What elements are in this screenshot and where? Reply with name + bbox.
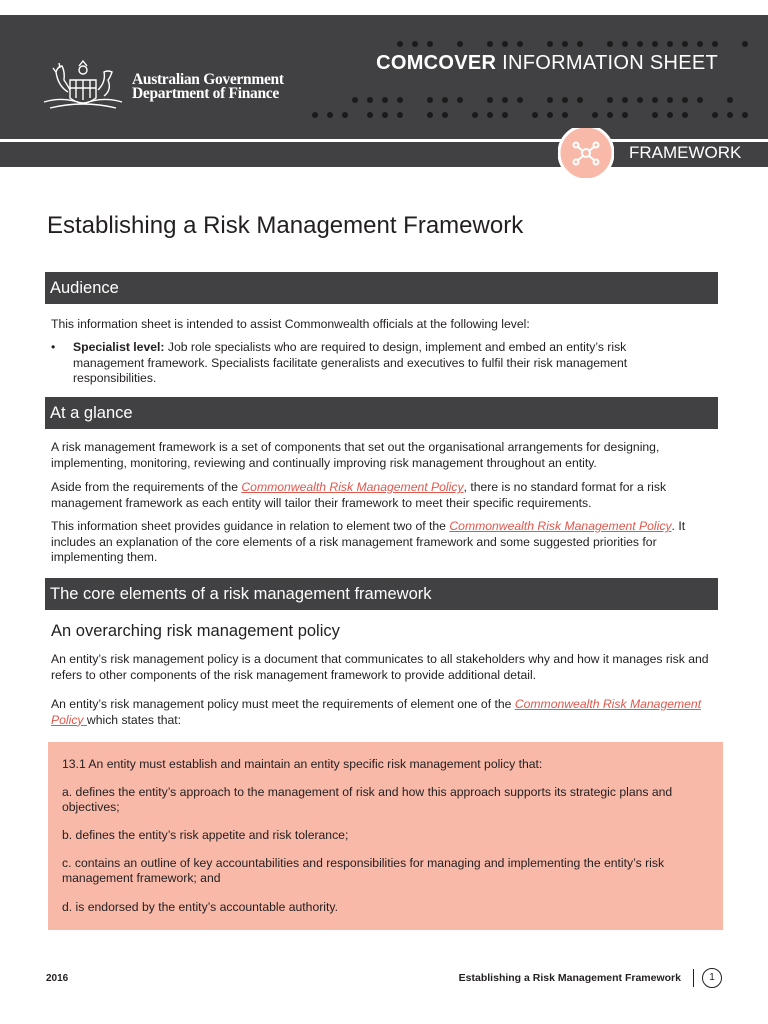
section-heading-at-a-glance: At a glance bbox=[45, 397, 718, 429]
glance-p2-text-after: , there is no standard format for a risk management framework as each entity will tailor their framework to meet their specific requirements. bbox=[51, 480, 667, 510]
network-nodes-icon bbox=[558, 128, 614, 178]
section-heading-audience: Audience bbox=[45, 272, 718, 304]
glance-p2-text: Aside from the requirements of the bbox=[51, 480, 242, 494]
policy-link[interactable]: Commonwealth Risk Management Policy bbox=[51, 697, 702, 727]
policy-link[interactable]: Commonwealth Risk Management Policy bbox=[241, 480, 464, 494]
glance-paragraph-1: A risk management framework is a set of components that set out the organisational arrangements for designing, implementing, monitoring, reviewing and continually improving risk management throughout an entity. bbox=[51, 440, 660, 470]
policy-link[interactable]: Commonwealth Risk Management Policy bbox=[449, 519, 672, 533]
footer-divider bbox=[693, 969, 694, 987]
audience-bullet bbox=[73, 340, 683, 387]
quote-intro: 13.1 An entity must establish and maintain an entity specific risk management policy that: bbox=[62, 757, 543, 771]
core-p2-text: An entity’s risk management policy must meet the requirements of element one of the bbox=[51, 697, 515, 711]
government-name-line2: Department of Finance bbox=[132, 85, 279, 102]
quote-item-d: d. is endorsed by the entity’s accountable authority. bbox=[62, 900, 338, 914]
category-label: FRAMEWORK bbox=[629, 143, 742, 162]
quote-item-b: b. defines the entity’s risk appetite and risk tolerance; bbox=[62, 828, 349, 842]
page-title: Establishing a Risk Management Framework bbox=[47, 212, 524, 239]
core-p2-text-after: which states that: bbox=[86, 712, 182, 727]
government-name bbox=[132, 73, 284, 101]
bullet-marker: • bbox=[51, 340, 56, 354]
core-paragraph-1: An entity’s risk management policy is a document that communicates to all stakeholders why and how it manages risk and refers to other components of the risk management framework to provide additional detail. bbox=[51, 652, 709, 682]
bullet-label: Specialist level: bbox=[73, 340, 165, 354]
sheet-title-bold: COMCOVER bbox=[376, 52, 497, 74]
footer-title: Establishing a Risk Management Framework bbox=[458, 972, 681, 984]
quote-item-c: c. contains an outline of key accountabilities and responsibilities for managing and implementing the entity’s risk management framework; and bbox=[62, 856, 665, 885]
bullet-description: Job role specialists who are required to design, implement and embed an entity’s risk management framework. Specialists facilitate generalists and executives to fulfil their risk management responsibilities. bbox=[73, 340, 628, 385]
core-paragraph-2 bbox=[51, 697, 711, 728]
sheet-title-rest: INFORMATION SHEET bbox=[496, 52, 718, 74]
page-number: 1 bbox=[702, 968, 722, 988]
audience-intro: This information sheet is intended to assist Commonwealth officials at the following level: bbox=[51, 317, 530, 331]
section-heading-core-elements: The core elements of a risk management framework bbox=[45, 578, 718, 610]
coat-of-arms-logo bbox=[40, 58, 126, 114]
glance-p3-text-after: . It includes an explanation of the core elements of a risk management framework and some suggested priorities for implementing them. bbox=[51, 519, 686, 564]
glance-paragraph-3 bbox=[51, 519, 711, 566]
subheading-policy: An overarching risk management policy bbox=[51, 622, 340, 640]
sheet-title bbox=[376, 52, 718, 75]
glance-p3-text: This information sheet provides guidance in relation to element two of the bbox=[51, 519, 450, 533]
government-name-line1: Australian Government bbox=[132, 71, 284, 88]
footer-year: 2016 bbox=[46, 973, 69, 984]
glance-paragraph-2 bbox=[51, 480, 711, 511]
quote-item-a: a. defines the entity’s approach to the management of risk and how this approach supports its strategic plans and objectives; bbox=[62, 785, 673, 814]
